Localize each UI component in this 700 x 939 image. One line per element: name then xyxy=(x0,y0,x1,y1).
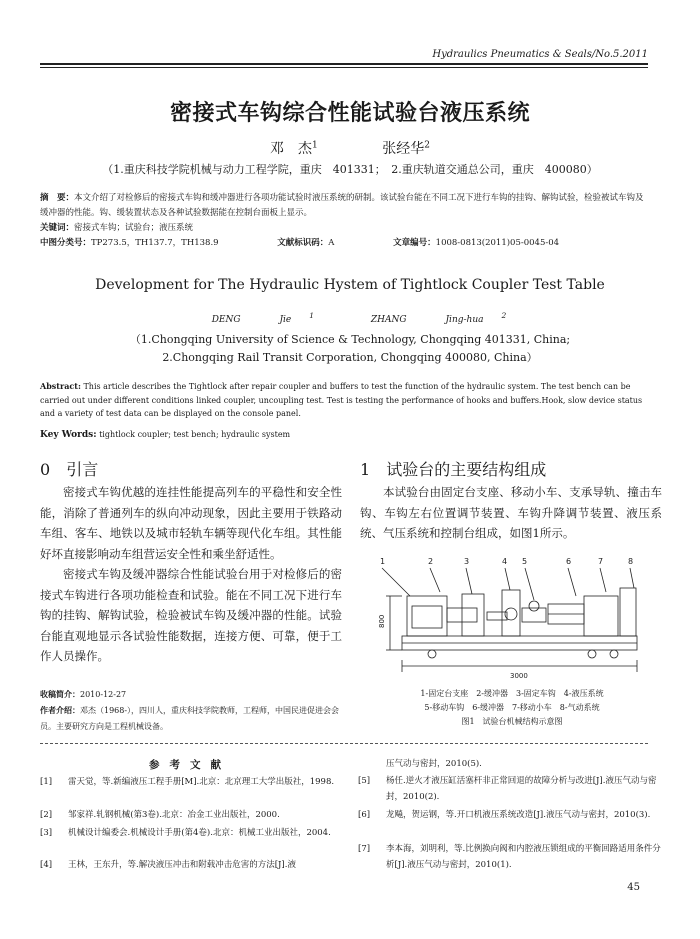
fig-num-1: 1 xyxy=(380,557,386,566)
section-0-body xyxy=(40,482,342,667)
fig-num-3: 3 xyxy=(464,557,470,566)
reference-item: [5] 杨任.逆火才液压缸活塞杆非正常回退的故障分析与改进[J].液压气动与密封，2010(2). xyxy=(358,776,657,802)
fig-num-6: 6 xyxy=(566,557,572,566)
figure-legend: 1-固定台支座 2-缓冲器 3-固定车钩 4-液压系统 5-移动车钩 6-缓冲器 7-移动小车 8-气动系统 图1 试验台机械结构示意图 xyxy=(362,687,662,729)
title-en: Development for The Hydraulic Hystem of Tightlock Coupler Test Table xyxy=(95,277,605,293)
paragraph: 密接式车钩优越的连挂性能提高列车的平稳性和安全性能，消除了普通列车的纵向冲动现象，因此主要用于铁路动车组、客车、地铁以及城市轻轨车辆等现代化车组。其性能好坏直接影响动车组营运安全性和乘坐舒适性。 xyxy=(40,485,342,561)
leader-1 xyxy=(382,568,410,596)
reference-item: [7] 李本海，刘明利，等.比例换向阀和内腔液压锁组成的平衡回路适用条件分析[J].液压气动与密封，2010(1). xyxy=(358,844,661,870)
leader-3 xyxy=(466,568,472,594)
height-dimension: 800 xyxy=(378,614,386,628)
reference-item: [4] 王林，王东升，等.解决液压冲击和附载冲击危害的方法[J].液 xyxy=(40,860,296,870)
section-divider xyxy=(40,743,648,744)
affiliation-en-1: （1.Chongqing University of Science & Technology, Chongqing 401331, China; xyxy=(129,333,571,346)
fixed-coupler xyxy=(462,594,484,636)
page-number: 45 xyxy=(627,882,640,893)
leader-2 xyxy=(430,568,440,592)
fig-num-7: 7 xyxy=(598,557,604,566)
fig-num-5: 5 xyxy=(522,557,528,566)
reference-item-continued: 压气动与密封，2010(5). xyxy=(386,759,482,769)
title-cn: 密接式车钩综合性能试验台液压系统 xyxy=(169,101,530,126)
fig-num-4: 4 xyxy=(502,557,508,566)
author-cn-2: 张经华$^2$ xyxy=(382,140,430,157)
leader-7 xyxy=(600,568,606,592)
figure-caption: 图1 试验台机械结构示意图 xyxy=(461,717,563,726)
wheel xyxy=(428,650,436,658)
authors-cn xyxy=(0,138,700,158)
references-heading: 参考文献 xyxy=(149,759,231,771)
wheel xyxy=(588,650,596,658)
section-1-body xyxy=(360,482,662,544)
leader-4 xyxy=(505,568,510,590)
author-notes: 收稿简介：2010-12-27 作者介绍：邓杰（1968-），四川人，重庆科技学院教师，工程师，中国民进促进会会员。主要研究方向是工程机械设备。 xyxy=(40,690,340,731)
abstract-cn: 摘 要：本文介绍了对检修后的密接式车钩和缓冲器进行各项功能试验时液压系统的研制。该试验台能在不同工况下进行车钩的挂钩、解钩试验，检验被试车钩及缓冲器的性能。钩、缓装置状态及各种试验数据能在控制台面板上显示。 关键词：密接式车钩；试验台；液压系统 中图分类号：TP273.5，TH137.7，TH138.9 文献标识码：A 文章编号：1008-0813(2011)05-0045-04 xyxy=(40,193,644,248)
affiliation-cn: （1.重庆科技学院机械与动力工程学院，重庆 401331； 2.重庆轨道交通总公司，重庆 400080） xyxy=(102,163,598,176)
paragraph: 密接式车钩及缓冲器综合性能试验台用于对检修后的密接式车钩进行各项功能检查和试验。能在不同工况下进行车钩的挂钩、解钩试验，检验被试车钩及缓冲器的性能。试验台能直观地显示各试验性能数据，连接方便、可靠，便于工作人员操作。 xyxy=(40,567,342,663)
coupler-head-left xyxy=(487,612,507,620)
header-rule xyxy=(40,63,648,68)
figure-1-diagram xyxy=(362,548,662,683)
coupler-pivot xyxy=(529,601,539,611)
pneumatic-unit xyxy=(620,588,636,636)
affiliation-en-2: 2.Chongqing Rail Transit Corporation, Chongqing 400080, China） xyxy=(162,351,538,364)
abstract-en: Abstract: This article describes the Tightlock after repair coupler and buffers to test the function of the hydraulic system. The test bench can be carried out under different conditions linked coupler, uncoupling test. Test is testing the performance of hooks and buffers.Hook, slow device status and a variety of test data can be displayed on the console panel. xyxy=(40,381,643,418)
moving-coupler xyxy=(522,608,546,622)
leader-5 xyxy=(525,568,534,600)
moving-cart xyxy=(584,596,618,636)
journal-header: Hydraulics Pneumatics & Seals/No.5.2011 xyxy=(432,49,648,60)
section-1-heading: 1 试验台的主要结构组成 xyxy=(360,460,547,479)
fig-num-8: 8 xyxy=(628,557,634,566)
fig-num-2: 2 xyxy=(428,557,434,566)
keywords-en: Key Words: tightlock coupler; test bench; hydraulic system xyxy=(40,430,291,440)
wheel xyxy=(610,650,618,658)
width-dimension: 3000 xyxy=(510,672,528,680)
reference-item: [1] 雷天觉，等.新编液压工程手册[M].北京：北京理工大学出版社，1998. xyxy=(40,777,335,787)
paragraph: 本试验台由固定台支座、移动小车、支承导轨、撞击车钩、车钩左右位置调节装置、车钩升降调节装置、液压系统、气压系统和控制台组成，如图1所示。 xyxy=(360,485,662,540)
authors-en: DENG Jie $^1$ ZHANG Jing-hua $^2$ xyxy=(211,311,507,325)
section-0-heading: 0 引言 xyxy=(40,460,99,479)
reference-item: [3] 机械设计编委会.机械设计手册(第4卷).北京：机械工业出版社，2004. xyxy=(40,828,331,838)
fixed-stand xyxy=(407,596,447,636)
leader-8 xyxy=(630,568,634,588)
reference-item: [2] 邹家祥.轧钢机械(第3卷).北京：冶金工业出版社，2000. xyxy=(40,810,280,820)
author-cn-1: 邓 杰$^1$ xyxy=(270,140,318,157)
stand-inner xyxy=(412,606,442,628)
leader-6 xyxy=(568,568,576,596)
reference-item: [6] 龙飚，贺运钢，等.开口机液压系统改造[J].液压气动与密封，2010(3). xyxy=(358,810,651,820)
